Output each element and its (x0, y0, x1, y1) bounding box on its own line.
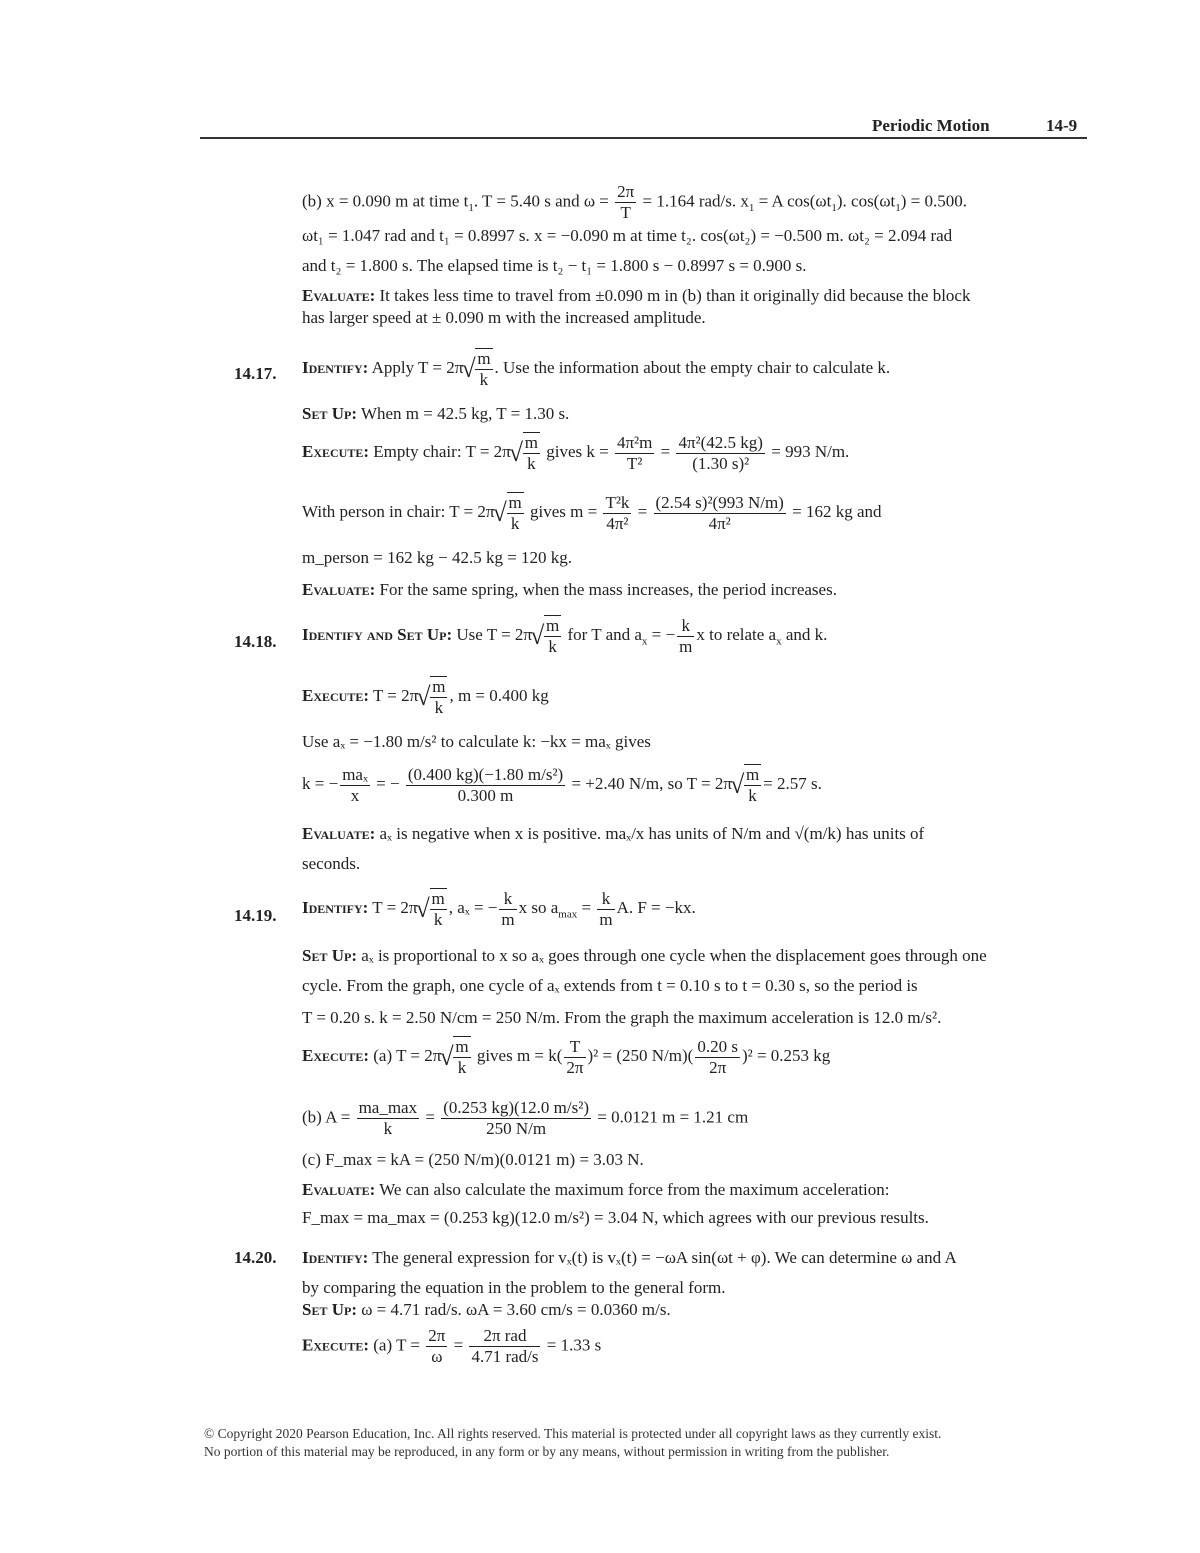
p20-setup: Set Up: ω = 4.71 rad/s. ωA = 3.60 cm/s = 0.0360 m/s. (302, 1300, 671, 1319)
p20-identify2: by comparing the equation in the problem to the general form. (302, 1278, 726, 1297)
fraction: $\frac{2\pi}{T}$ (617, 182, 635, 222)
copyright-line1: © Copyright 2020 Pearson Education, Inc. All rights reserved. This material is protected under all copyright laws as they currently exist. (204, 1426, 942, 1441)
sqrt: √ $\frac{m}{k}$ (463, 348, 494, 390)
p20-execute-a: Execute: (a) T = $\frac{2\pi}{\omega}$ = $\frac{\text{2π rad}}{\text{4.71 rad/s}}$ = 1.33 s (302, 1326, 602, 1366)
part-b-line1: (b) x = 0.090 m at time $t_1$. T = 5.40 s and ω = $\frac{2\pi}{T}$ = 1.164 rad/s. $x_1 = A$ $\cos(\omega t_1)$. $\cos(\omega t_1) = 0.500$. (302, 182, 968, 222)
p18-execute2: Use aₓ = −1.80 m/s² to calculate k: −kx = maₓ gives (302, 732, 651, 751)
p17-execute3: m_person = 162 kg − 42.5 kg = 120 kg. (302, 548, 573, 567)
part-b-line3: and t₂ = 1.800 s. The elapsed time is t₂ − t₁ = 1.800 s − 0.8997 s = 0.900 s. (302, 256, 807, 275)
p18-identify: Identify and Set Up: Use T = 2π √ $\frac{m}{k}$ for T and $a_x$ = − $\frac{k}{m}$ x to relate $a_x$ and k. (302, 615, 827, 657)
header-rule (200, 137, 1087, 139)
part-b-evaluate1: Evaluate: It takes less time to travel from ±0.090 m in (b) than it originally did because the block (302, 286, 971, 305)
part-b-evaluate2: has larger speed at ± 0.090 m with the increased amplitude. (302, 308, 706, 327)
p17-setup: Set Up: When m = 42.5 kg, T = 1.30 s. (302, 404, 570, 423)
problem-number-14-19: 14.19. (234, 906, 277, 925)
problem-number-14-17: 14.17. (234, 364, 277, 383)
p19-execute-b: (b) A = $\frac{ma\_\max}{k}$ = $\frac{\text{(0.253 kg)(12.0 m/s²)}}{250 N/m}$ = 0.0121 m = 1.21 cm (302, 1098, 749, 1138)
p19-setup1: Set Up: aₓ is proportional to x so aₓ goes through one cycle when the displacement goes through one (302, 946, 987, 965)
p18-execute3: k = − $\frac{\text{maₓ}}{x}$ = − $\frac{\text{(0.400 kg)(−1.80 m/s²)}}{0.300 m}$ = +2.40 N/m, so T = 2π √ $\frac{m}{k}$ = 2.57 s. (302, 764, 822, 806)
p18-execute1: Execute: T = 2π √ $\frac{m}{k}$ , m = 0.400 kg (302, 676, 549, 718)
p17-identify: Identify: Apply T = 2π √ $\frac{m}{k}$ . Use the information about the empty chair to calculate k. (302, 348, 890, 390)
p19-execute-a: Execute: (a) T = 2π √ $\frac{m}{k}$ gives m = k( $\frac{T}{2\pi}$ )² = (250 N/m)( $\frac{0.20 s}{2\pi}$ )² = 0.253 kg (302, 1036, 830, 1078)
p17-evaluate: Evaluate: For the same spring, when the mass increases, the period increases. (302, 580, 837, 599)
problem-number-14-18: 14.18. (234, 632, 277, 651)
p19-identify: Identify: T = 2π √ $\frac{m}{k}$ , aₓ = − $\frac{k}{m}$ x so $a_{max}$ = $\frac{k}{m}$ A. F = −kx. (302, 888, 696, 930)
p18-evaluate2: seconds. (302, 854, 361, 873)
problem-number-14-20: 14.20. (234, 1248, 277, 1267)
p17-execute2: With person in chair: T = 2π √ $\frac{m}{k}$ gives m = $\frac{\text{T²k}}{\text{4π²}}$ = $\frac{\text{(2.54 s)²(993 N/m)}}{\text{4π²}}$ = 162 kg and (302, 492, 882, 534)
p19-execute-c: (c) F_max = kA = (250 N/m)(0.0121 m) = 3.03 N. (302, 1150, 644, 1169)
copyright-line2: No portion of this material may be reproduced, in any form or by any means, without permission in writing from the publisher. (204, 1444, 890, 1459)
p17-execute1: Execute: Empty chair: T = 2π √ $\frac{m}{k}$ gives k = $\frac{\text{4π²m}}{\text{T²}}$ = $\frac{\text{4π²(42.5 kg)}}{\text{(1.30 s)²}}$ = 993 N/m. (302, 432, 849, 474)
page-number: 14-9 (1046, 116, 1078, 135)
part-b-line2: ωt₁ = 1.047 rad and t₁ = 0.8997 s. x = −0.090 m at time t₂. cos(ωt₂) = −0.500 m. ωt₂ = 2.094 rad (302, 226, 953, 245)
p18-evaluate1: Evaluate: aₓ is negative when x is positive. maₓ/x has units of N/m and √(m/k) has units of (302, 824, 925, 843)
p19-evaluate1: Evaluate: We can also calculate the maximum force from the maximum acceleration: (302, 1180, 890, 1199)
p19-setup2: cycle. From the graph, one cycle of aₓ extends from t = 0.10 s to t = 0.30 s, so the period is (302, 976, 918, 995)
p20-identify1: Identify: The general expression for vₓ(t) is vₓ(t) = −ωA sin(ωt + φ). We can determine ω and A (302, 1248, 957, 1267)
p19-setup3: T = 0.20 s. k = 2.50 N/cm = 250 N/m. From the graph the maximum acceleration is 12.0 m/s². (302, 1008, 942, 1027)
running-header-title: Periodic Motion (872, 116, 990, 135)
p19-evaluate2: F_max = ma_max = (0.253 kg)(12.0 m/s²) = 3.04 N, which agrees with our previous results. (302, 1208, 929, 1227)
